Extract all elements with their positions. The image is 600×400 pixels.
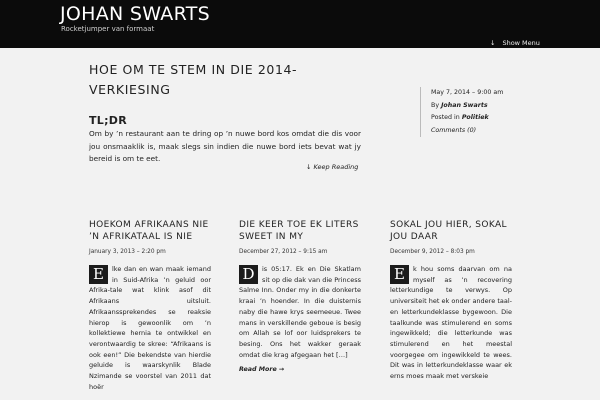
post-category-line xyxy=(431,112,540,125)
read-more-link[interactable]: Read More → xyxy=(239,366,285,374)
post-card-excerpt xyxy=(390,264,512,382)
category-link[interactable]: Politiek xyxy=(461,114,489,121)
post-card-excerpt xyxy=(89,264,211,392)
comments-link[interactable]: Comments (0) xyxy=(431,126,477,134)
featured-excerpt: Om by ’n restaurant aan te dring op ’n nuwe bord kos omdat die dis voor jou onsmaaklik is, maak slegs sin indien die nuwe bord iets bevat wat jy bereid is om te eet. xyxy=(89,129,361,163)
post-card-title[interactable]: DIE KEER TOE EK LITERS SWEET IN MY xyxy=(239,220,359,242)
dropcap: E xyxy=(89,265,108,284)
keep-reading-link[interactable]: ↓ Keep Reading xyxy=(306,163,359,171)
post-card-title[interactable]: SOKAL JOU HIER, SOKAL JOU DAAR xyxy=(390,220,507,242)
post-card xyxy=(239,219,361,373)
post-card-date: January 3, 2013 – 2:20 pm xyxy=(89,249,166,255)
posted-in-label: Posted in xyxy=(431,114,460,121)
post-card-text: is 05:17. Ek en Die Skatlam sit op die dak van die Princess Salme Inn. Onder my in die donkerte kraai ’n hoender. In die duisternis naby die hawe krys seemeeue. Twee mans in verskillende geboue is besig om Allah se lof oor luidsprekers te besing. Ons het wakker geraak omdat die krag afgegaan het […] xyxy=(239,265,361,359)
post-card-text: lke dan en wan maak iemand in Suid-Afrika ’n geluid oor Afrika-tale wat klink asof dit Afrikaans uitsluit. Afrikaanssprekendes se reaksie hierop is gewoonlik om ’n kollektiewe hernia te ontwikkel en verontwaardig te skree: “Afrikaans is ook een!” Die bekendste van hierdie geluide is waarskynlik Blade Nzimande se voorstel van 2011 dat hoër xyxy=(89,265,211,391)
by-label: By xyxy=(431,101,440,109)
post-card xyxy=(89,219,211,392)
featured-post-title[interactable]: HOE OM TE STEM IN DIE 2014-VERKIESING xyxy=(89,62,298,97)
dropcap: E xyxy=(390,265,409,284)
site-title[interactable]: JOHAN SWARTS xyxy=(60,3,210,25)
featured-subheading: TL;DR xyxy=(89,114,128,127)
post-card-text: k hou soms daarvan om na myself as ’n recovering letterkundige te verwys. Op universiteit het ek onder andere taal- en letterkundeklasse bygewoon. Die taalkunde was stimulerend en soms ingewikkeld; die letterkunde was stimulerend en het meestal voorgegee om ingewikkeld te wees. Dit was in letterkundeklasse waar ek erns moes maak met verskeie xyxy=(390,265,512,381)
post-meta xyxy=(420,87,540,137)
show-menu-label: Show Menu xyxy=(502,39,540,47)
post-date: May 7, 2014 – 9:00 am xyxy=(431,89,504,96)
site-header xyxy=(0,0,600,48)
post-card-date: December 9, 2012 – 8:03 pm xyxy=(390,249,475,255)
post-card-date: December 27, 2012 – 9:15 am xyxy=(239,249,328,255)
site-tagline: Rocketjumper van formaat xyxy=(61,25,155,33)
arrow-down-icon: ↓ xyxy=(490,39,496,47)
post-author-line xyxy=(431,100,540,113)
show-menu-button[interactable] xyxy=(490,38,540,48)
post-card-excerpt xyxy=(239,264,361,360)
post-card-title[interactable]: HOEKOM AFRIKAANS NIE ’N AFRIKATAAL IS NIE xyxy=(89,220,209,242)
dropcap: D xyxy=(239,265,258,284)
author-link[interactable]: Johan Swarts xyxy=(441,101,488,109)
post-card xyxy=(390,219,512,382)
